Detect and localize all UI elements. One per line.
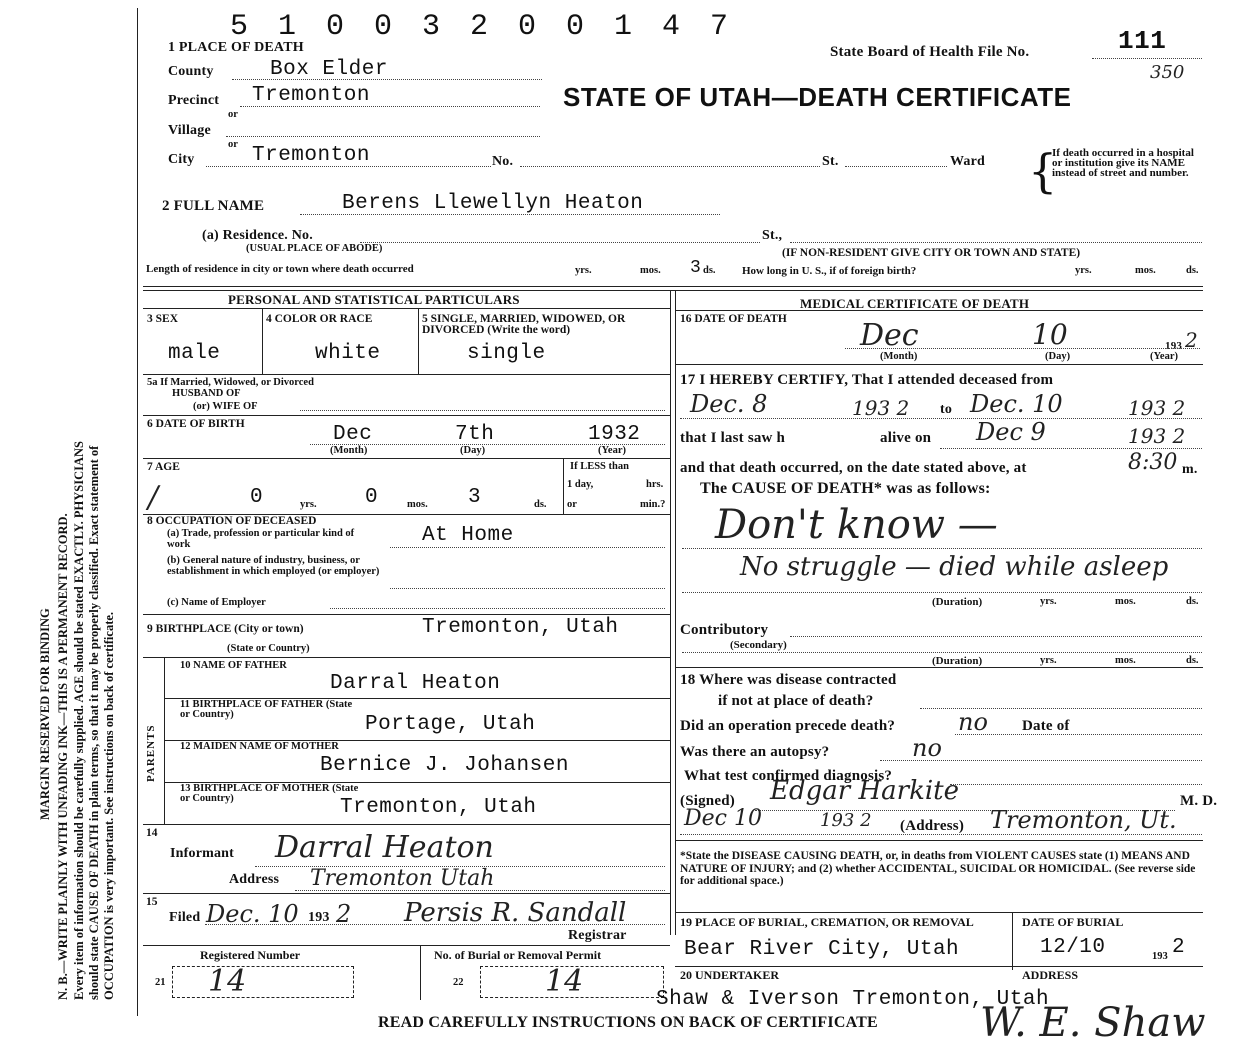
operation-value: no	[958, 708, 988, 736]
dob-year: 1932	[588, 423, 641, 446]
registered-number-value: 14	[208, 964, 247, 999]
margin-instruction-1: N. B.—WRITE PLAINLY WITH UNFADING INK—THIS IS A PERMANENT RECORD.	[56, 513, 70, 1000]
occupation-a-label: (a) Trade, profession or particular kind of work	[167, 528, 355, 550]
occupation-b-label: (b) General nature of industry, business, or establishment in which employed (or employer)	[167, 555, 380, 577]
file-number-label: State Board of Health File No.	[830, 44, 1030, 60]
death-time-label: and that death occurred, on the date stated above, at	[680, 460, 1027, 476]
attended-from-year: 193 2	[852, 396, 910, 420]
place-of-death-label: 1 PLACE OF DEATH	[168, 40, 304, 55]
cause-footnote: *State the DISEASE CAUSING DEATH, or, in deaths from VIOLENT CAUSES state (1) MEANS AND NATURE OF INJURY; and (2) whether ACCIDENTAL, SUICIDAL OR HOMICIDAL. (See reverse side for additional space.)	[680, 850, 1196, 887]
death-day: 10	[1032, 318, 1068, 351]
autopsy-label: Was there an autopsy?	[680, 744, 830, 760]
ward-label: Ward	[950, 154, 986, 169]
spouse-label-line1: 5a If Married, Widowed, or Divorced	[147, 377, 314, 388]
margin-instruction-2: Every item of information should be carefully supplied. AGE should be stated EXACTLY. PHYSICIANS	[72, 441, 86, 1000]
father-label: 10 NAME OF FATHER	[180, 660, 287, 671]
mother-birthplace-label: 13 BIRTHPLACE OF MOTHER (State or Country)	[180, 783, 359, 804]
undertaker-address-label: ADDRESS	[1022, 968, 1079, 982]
age-mark-icon: /	[148, 480, 159, 515]
filed-label: Filed	[169, 910, 201, 925]
cause-line-2: No struggle — died while asleep	[740, 552, 1169, 582]
left-frame-line	[137, 8, 138, 1016]
signed-date: Dec 10	[684, 806, 762, 831]
residence-street-label: St.,	[762, 228, 783, 243]
physician-signature: Edgar Harkite	[770, 776, 959, 806]
street-no-label: No.	[492, 154, 514, 169]
death-year: 2	[1185, 328, 1198, 352]
signed-year: 193 2	[820, 810, 872, 831]
date-of-burial-year: 2	[1172, 936, 1186, 959]
undertaker-value: Shaw & Iverson Tremonton, Utah	[656, 988, 1050, 1011]
birthplace-label: 9 BIRTHPLACE (City or town)	[147, 623, 304, 635]
informant-address-label: Address	[229, 872, 280, 887]
city-label: City	[168, 152, 195, 167]
parents-vertical-label: PARENTS	[145, 724, 157, 782]
or-label-2: or	[228, 139, 238, 150]
autopsy-value: no	[912, 734, 942, 762]
precinct-label: Precinct	[168, 93, 220, 108]
occupation-value: At Home	[422, 524, 514, 547]
street-label: St.	[822, 154, 839, 169]
where-contracted-label: 18 Where was disease contracted	[680, 672, 897, 688]
registrar-signature: Persis R. Sandall	[404, 898, 627, 928]
full-name-value: Berens Llewellyn Heaton	[342, 192, 644, 215]
informant-label: Informant	[170, 846, 235, 861]
marital-value: single	[467, 342, 546, 365]
city-value: Tremonton	[252, 144, 370, 167]
physician-address: Tremonton, Ut.	[990, 806, 1177, 834]
registrar-label: Registrar	[568, 928, 627, 943]
footer-instructions: READ CAREFULLY INSTRUCTIONS ON BACK OF CERTIFICATE	[378, 1014, 878, 1031]
full-name-label: 2 FULL NAME	[162, 198, 265, 214]
attended-to-year: 193 2	[1128, 396, 1186, 420]
county-value: Box Elder	[270, 58, 388, 81]
test-label: What test confirmed diagnosis?	[684, 768, 893, 784]
burial-permit-label: No. of Burial or Removal Permit	[434, 948, 602, 962]
burial-place-value: Bear River City, Utah	[684, 938, 960, 961]
mother-birthplace-value: Tremonton, Utah	[340, 796, 537, 819]
date-of-burial-label: DATE OF BURIAL	[1022, 915, 1124, 929]
certify-label: 17 I HEREBY CERTIFY, That I attended deceased from	[680, 372, 1054, 388]
date-of-death-label: 16 DATE OF DEATH	[680, 313, 787, 325]
operation-label: Did an operation precede death?	[680, 718, 896, 734]
age-months: 0	[365, 486, 379, 509]
medical-section-title: MEDICAL CERTIFICATE OF DEATH	[800, 296, 1030, 311]
margin-instruction-3: should state CAUSE OF DEATH in plain terms, so that it may be properly classified. Exact statement of	[87, 445, 101, 1000]
sex-label: 3 SEX	[147, 313, 178, 325]
length-residence-label: Length of residence in city or town where death occurred	[146, 263, 414, 275]
color-label: 4 COLOR OR RACE	[266, 313, 373, 325]
age-years: 0	[250, 486, 264, 509]
hospital-note: If death occurred in a hospital or institution give its NAME instead of street and number.	[1052, 147, 1194, 179]
signed-label: (Signed)	[680, 793, 735, 809]
dob-month: Dec	[333, 423, 373, 446]
death-time-value: 8:30	[1128, 450, 1178, 475]
father-value: Darral Heaton	[330, 672, 501, 695]
foreign-birth-label: How long in U. S., if of foreign birth?	[742, 265, 917, 277]
residence-label: (a) Residence. No.	[202, 228, 313, 243]
occupation-c-label: (c) Name of Employer	[167, 597, 266, 608]
marital-label: 5 SINGLE, MARRIED, WIDOWED, OR DIVORCED (Write the word)	[422, 313, 626, 336]
registered-number-label: Registered Number	[200, 948, 301, 962]
or-label-1: or	[228, 109, 238, 120]
mother-value: Bernice J. Johansen	[320, 754, 569, 777]
color-value: white	[315, 342, 381, 365]
last-saw-label: that I last saw h	[680, 430, 786, 446]
contributory-label: Contributory	[680, 622, 769, 638]
father-birthplace-label: 11 BIRTHPLACE OF FATHER (State or Country)	[180, 699, 353, 720]
dob-day: 7th	[455, 423, 495, 446]
death-month: Dec	[860, 318, 919, 353]
occupation-title: 8 OCCUPATION OF DECEASED	[147, 515, 317, 527]
filed-year: 2	[336, 900, 352, 928]
file-number-value: 111	[1118, 26, 1167, 56]
spouse-label-line2: HUSBAND OF	[172, 388, 241, 399]
burial-permit-value: 14	[545, 964, 584, 999]
certificate-title: STATE OF UTAH—DEATH CERTIFICATE	[563, 82, 1072, 112]
serial-stamp: 5 1 0 0 3 2 0 0 1 4 7	[230, 10, 735, 44]
birthplace-value: Tremonton, Utah	[422, 616, 619, 639]
usual-place-caption: (USUAL PLACE OF ABODE)	[246, 243, 383, 254]
residence-days-value: 3	[690, 258, 702, 278]
binding-margin-note: MARGIN RESERVED FOR BINDING	[38, 608, 52, 820]
father-birthplace-value: Portage, Utah	[365, 713, 536, 736]
dob-label: 6 DATE OF BIRTH	[147, 418, 245, 430]
last-saw-date: Dec 9	[976, 418, 1046, 446]
informant-address-value: Tremonton Utah	[310, 866, 495, 891]
informant-signature: Darral Heaton	[275, 830, 494, 865]
age-days: 3	[468, 486, 482, 509]
sex-value: male	[168, 342, 221, 365]
precinct-value: Tremonton	[252, 84, 370, 107]
last-saw-year: 193 2	[1128, 424, 1186, 448]
village-label: Village	[168, 123, 211, 138]
county-label: County	[168, 64, 214, 79]
undertaker-signature: W. E. Shaw	[980, 1000, 1206, 1046]
registered-number-box	[172, 966, 354, 998]
attended-from-date: Dec. 8	[690, 390, 768, 418]
filed-date: Dec. 10	[206, 900, 299, 928]
mother-label: 12 MAIDEN NAME OF MOTHER	[180, 741, 339, 752]
spouse-label-line3: (or) WIFE OF	[193, 401, 258, 412]
age-label: 7 AGE	[147, 461, 180, 473]
undertaker-label: 20 UNDERTAKER	[680, 968, 780, 982]
margin-instruction-4: OCCUPATION is very important. See instructions on back of certificate.	[102, 611, 116, 1000]
burial-place-label: 19 PLACE OF BURIAL, CREMATION, OR REMOVAL	[680, 915, 974, 929]
personal-section-title: PERSONAL AND STATISTICAL PARTICULARS	[228, 292, 520, 307]
date-of-burial-value: 12/10	[1040, 936, 1106, 959]
center-divider	[670, 290, 671, 935]
file-number-note: 350	[1150, 62, 1185, 83]
cause-label: The CAUSE OF DEATH* was as follows:	[700, 480, 991, 497]
cause-line-1: Don't know —	[715, 502, 998, 548]
non-resident-caption: (IF NON-RESIDENT GIVE CITY OR TOWN AND STATE)	[782, 247, 1081, 259]
attended-to-date: Dec. 10	[970, 390, 1063, 418]
brace-icon: {	[1028, 144, 1058, 198]
